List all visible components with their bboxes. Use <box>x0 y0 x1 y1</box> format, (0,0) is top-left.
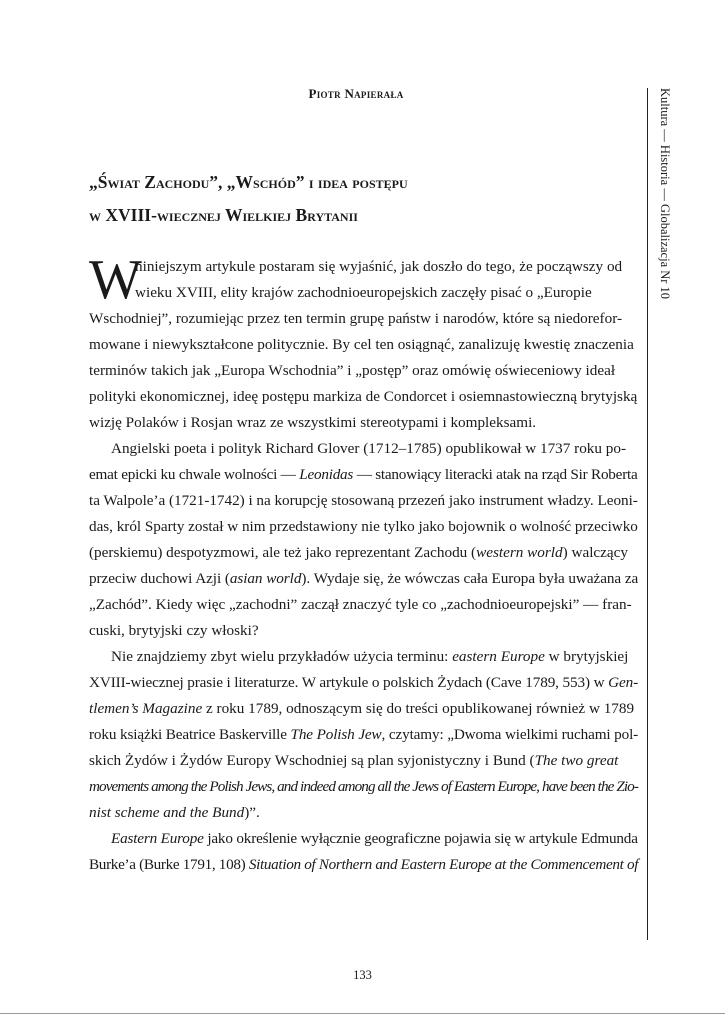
text-span: ) walczący <box>562 544 628 561</box>
text-span: Burke’a (Burke 1791, 108) <box>89 856 249 873</box>
text-span: (perskiemu) despotyzmowi, ale też jako reprezentant Zachodu ( <box>89 544 477 561</box>
text-line <box>89 670 638 696</box>
italic-title: tlemen’s Magazine <box>89 700 203 717</box>
text-line <box>89 696 638 722</box>
text-line <box>89 462 638 488</box>
text-span: emat epicki ku chwale wolności — <box>89 466 300 483</box>
italic-title: The Polish Jew <box>290 726 382 743</box>
text-line <box>89 722 638 748</box>
text-line <box>89 852 638 878</box>
text-line: Wschodniej”, rozumiejąc przez ten termin grupę państw i narodów, które są niedorefor- <box>89 310 623 327</box>
margin-rule <box>647 88 648 940</box>
italic-term: Eastern Europe <box>111 830 204 847</box>
italic-quote: The two great <box>534 752 619 769</box>
text-line <box>89 800 638 826</box>
italic-quote: nist scheme and the Bund <box>89 804 245 821</box>
text-line: „Zachód”. Kiedy więc „zachodni” zaczął znaczyć tyle co „zachodnioeuropejski” — fran- <box>89 596 632 613</box>
text-span: skich Żydów i Żydów Europy Wschodniej są plan syjonistyczny i Bund ( <box>89 752 535 769</box>
article-title-line-1: „Świat Zachodu”, „Wschód” i idea postępu <box>89 172 408 192</box>
text-line: wieku XVIII, elity krajów zachodnioeuropejskich zaczęły pisać o „Europie <box>135 284 592 301</box>
text-span: XVIII-wiecznej prasie i literaturze. W artykule o polskich Żydach (Cave 1789, 553) w <box>89 674 609 691</box>
italic-title: Situation of Northern and Eastern Europe at the Commencement of <box>248 856 639 873</box>
text-line <box>89 826 638 852</box>
text-line: niniejszym artykule postaram się wyjaśnić, jak doszło do tego, że począwszy od <box>135 258 623 275</box>
italic-term: eastern Europe <box>452 648 545 665</box>
text-line: mowane i niewykształcone politycznie. By cel ten osiągnąć, zanalizuję kwestię znaczenia <box>89 336 634 353</box>
page-number: 133 <box>353 968 372 982</box>
text-span: w brytyjskiej <box>544 648 629 665</box>
author-name: Piotr Napierała <box>308 86 404 101</box>
text-line: cuski, brytyjski czy włoski? <box>89 622 259 639</box>
text-span: jako określenie wyłącznie geograficzne pojawia się w artykule Edmunda <box>203 830 638 847</box>
text-span: )”. <box>244 804 260 821</box>
text-line: Angielski poeta i polityk Richard Glover (1712–1785) opublikował w 1737 roku po- <box>111 440 627 457</box>
text-span: przeciw duchowi Azji ( <box>89 570 230 587</box>
text-line: wizję Polaków i Rosjan wraz ze wszystkimi stereotypami i kompleksami. <box>89 414 537 431</box>
text-line <box>89 644 638 670</box>
italic-title: Leonidas <box>299 466 354 483</box>
text-line <box>89 748 638 774</box>
bottom-rule <box>0 1013 725 1014</box>
text-line <box>89 566 638 592</box>
text-span: — stanowiący literacki atak na rząd Sir Roberta <box>353 466 638 483</box>
article-title-line-2: w XVIII-wiecznej Wielkiej Brytanii <box>89 205 358 225</box>
text-span: Nie znajdziemy zbyt wielu przykładów użycia terminu: <box>111 648 453 665</box>
italic-quote: movements among the Polish Jews, and indeed among all the Jews of Eastern Europe, have been the Zio- <box>89 778 638 795</box>
text-line <box>89 540 638 566</box>
text-line: das, król Sparty został w nim przedstawiony nie tylko jako bojownik o wolność przeciwko <box>89 518 638 535</box>
text-line: ta Walpole’a (1721-1742) i na korupcję stosowaną przezeń jako instrument władzy. Leoni- <box>89 492 638 509</box>
italic-term: western world <box>476 544 563 561</box>
italic-title: Gen- <box>608 674 639 691</box>
text-span: z roku 1789, odnoszącym się do treści opublikowanej również w 1789 <box>202 700 635 717</box>
article-body <box>89 249 639 878</box>
text-line <box>89 774 638 800</box>
italic-term: asian world <box>229 570 302 587</box>
text-span: roku książki Beatrice Baskerville <box>89 726 291 743</box>
drop-cap: W <box>89 249 142 311</box>
text-line: polityki ekonomicznej, ideę postępu markiza de Condorcet i osiemnastowieczną brytyjską <box>89 388 638 405</box>
text-line: terminów takich jak „Europa Wschodnia” i „postęp” oraz omówię oświeceniowy ideał <box>89 362 616 379</box>
text-span: ). Wydaje się, że wówczas cała Europa była uważana za <box>301 570 639 587</box>
journal-running-head: Kultura — Historia — Globalizacja Nr 10 <box>658 88 672 300</box>
text-span: , czytamy: „Dwoma wielkimi ruchami pol- <box>381 726 639 743</box>
